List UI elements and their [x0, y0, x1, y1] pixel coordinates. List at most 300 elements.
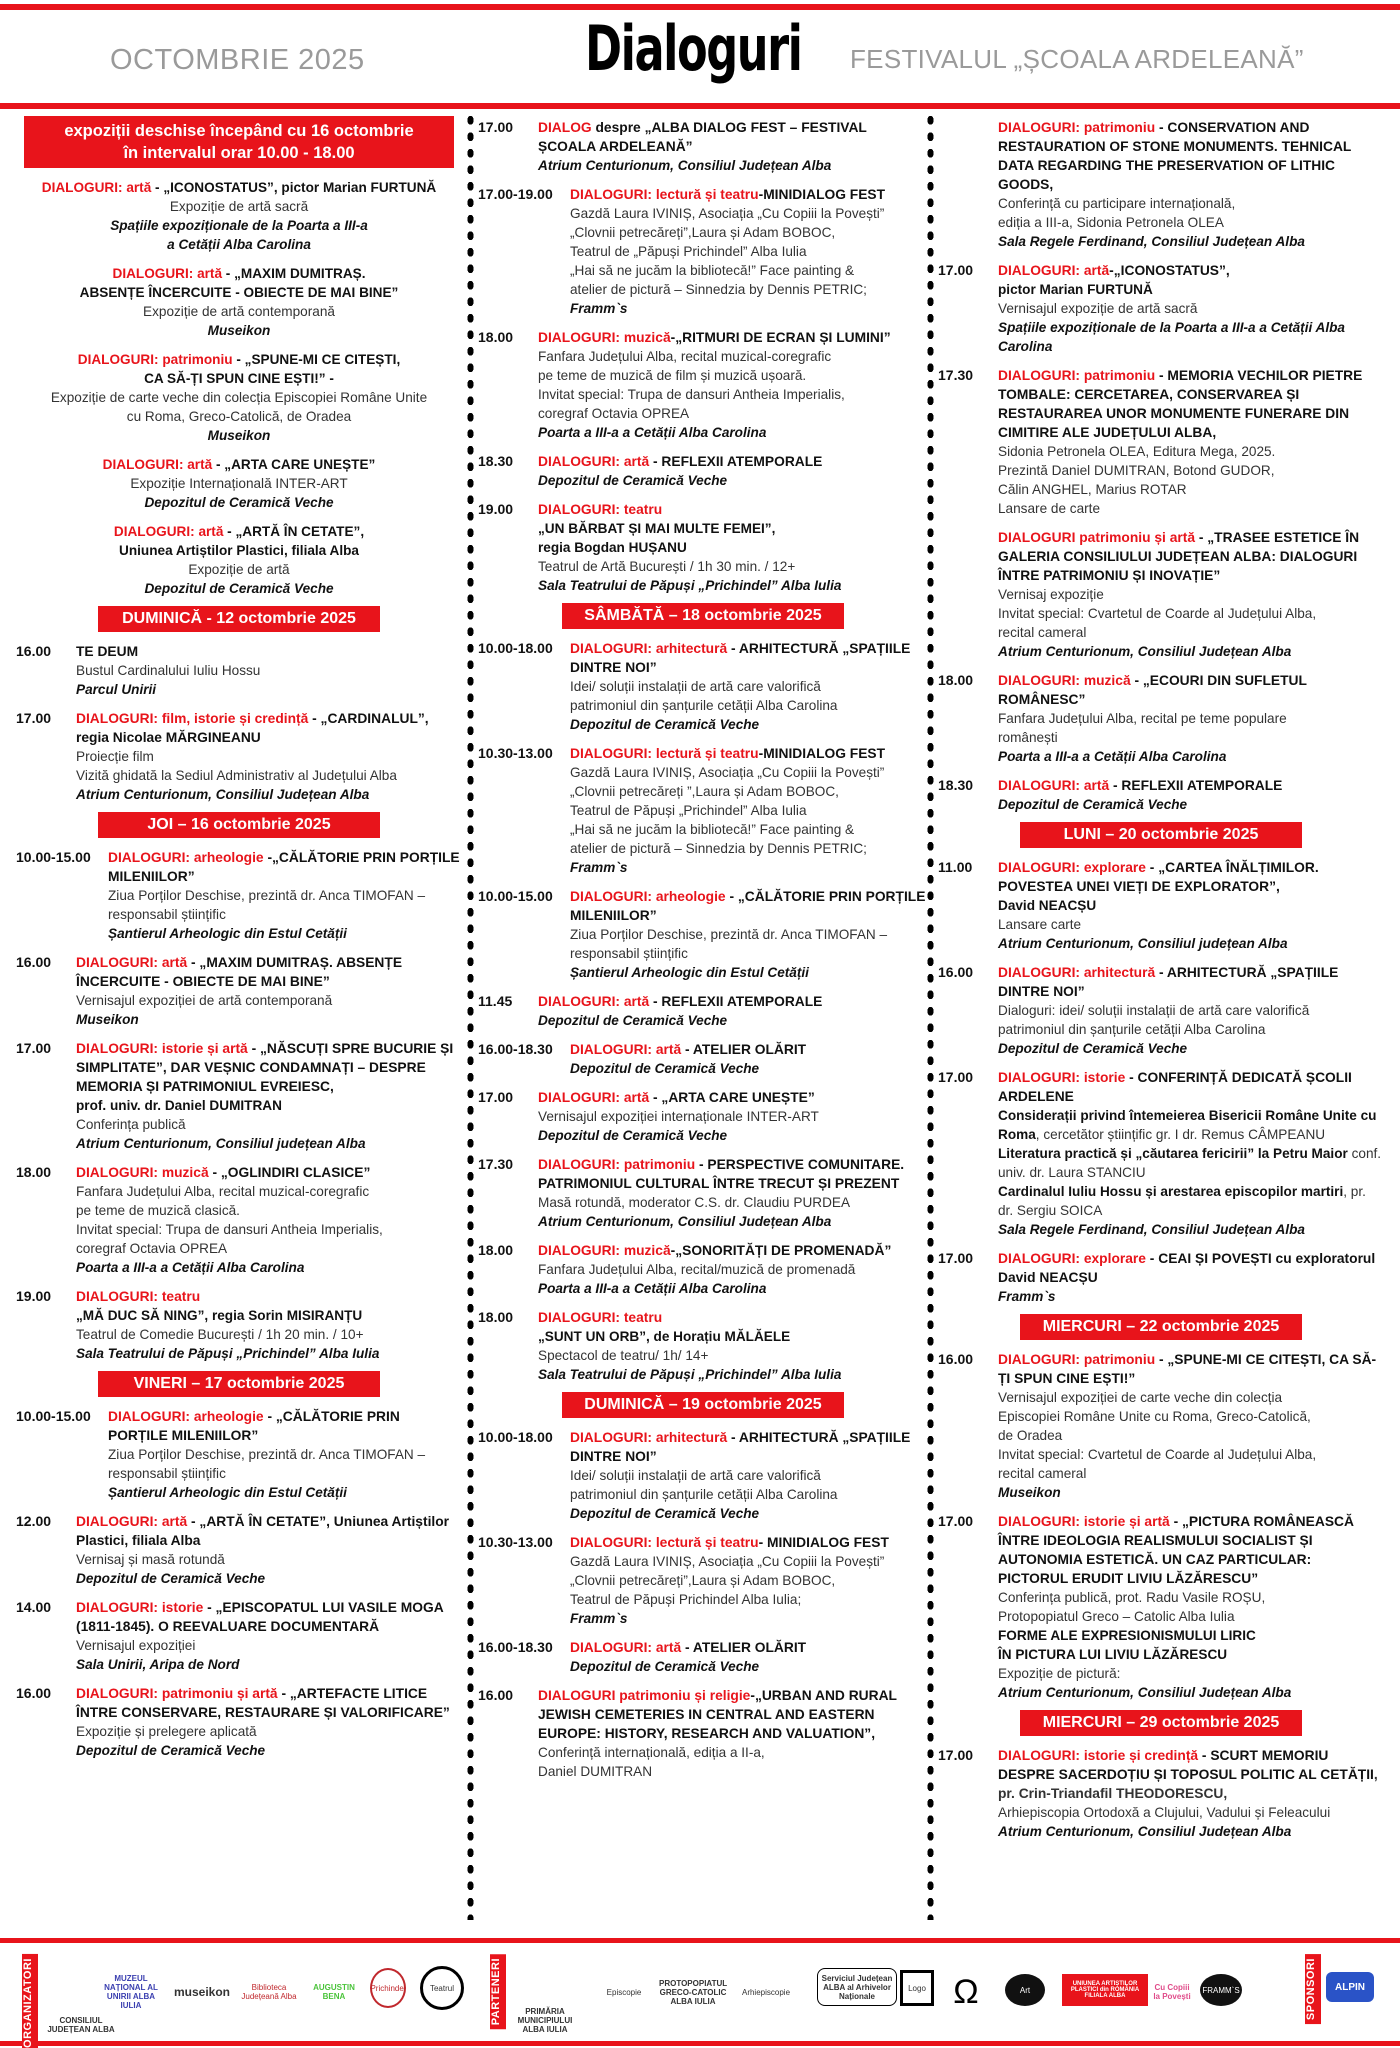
event-venue: Sala Regele Ferdinand, Consiliul Județean Alba — [998, 234, 1305, 249]
event-category: DIALOGURI: artă — [76, 955, 188, 970]
event-category: DIALOGURI: muzică — [998, 673, 1131, 688]
event-detail: Arhiepiscopia Ortodoxă a Clujului, Vadului și Feleacului — [998, 1805, 1331, 1820]
event-detail: Vernisaj expoziție — [998, 587, 1104, 602]
event-detail: Sidonia Petronela OLEA, Editura Mega, 2025. — [998, 444, 1276, 459]
event-category: DIALOGURI: teatru — [538, 1310, 663, 1325]
event-venue: Parcul Unirii — [76, 682, 157, 697]
event-detail: coregraf Octavia OPREA — [76, 1241, 228, 1256]
event-body — [998, 1746, 1384, 1841]
event-detail: recital cameral — [998, 1466, 1087, 1481]
event-time: 18.00 — [478, 1309, 514, 1325]
event-body — [998, 366, 1384, 518]
header-red-rule — [0, 103, 1400, 109]
event-category: DIALOGURI: istorie și artă — [998, 1514, 1170, 1529]
event-venue: Poarta a III-a a Cetății Alba Carolina — [538, 425, 767, 440]
event-category: DIALOGURI patrimoniu și artă — [998, 530, 1196, 545]
event-time: 10.00-15.00 — [16, 849, 91, 865]
event-title: - „ARTĂ ÎN CETATE”, Uniunea Artiștilor Plastici, filiala Alba — [76, 1514, 450, 1548]
event-title: - CONFERINȚĂ DEDICATĂ ȘCOLII ARDELENE — [998, 1070, 1352, 1104]
exhibition-item — [16, 264, 462, 340]
talk-speaker: , pr. dr. Sergiu SOICA — [998, 1184, 1366, 1218]
event-category: DIALOGURI: lectură și teatru — [570, 187, 759, 202]
event-detail: Bustul Cardinalului Iuliu Hossu — [76, 663, 261, 678]
event-venue: Framm`s — [570, 301, 628, 316]
event-heading — [76, 1684, 462, 1722]
event-detail: Vernisajul expoziției de artă contemporană — [76, 993, 333, 1008]
event-detail: Invitat special: Cvartetul de Coarde al Județului Alba, — [998, 606, 1317, 621]
event-body — [108, 1407, 462, 1502]
event-detail: Invitat special: Trupa de dansuri Antheia Imperialis, — [76, 1222, 383, 1237]
event-detail: Fanfara Județului Alba, recital/muzică de promenadă — [538, 1262, 856, 1277]
event-detail: Expoziție și prelegere aplicată — [76, 1724, 257, 1739]
event-heading — [998, 858, 1384, 896]
event-title: despre „ALBA DIALOG FEST – FESTIVAL ȘCOALA ARDELEANĂ” — [538, 120, 867, 154]
event-time: 17.00 — [938, 262, 974, 278]
event-body — [570, 639, 928, 734]
event-detail: responsabil științific — [108, 907, 226, 922]
event-body — [538, 452, 928, 490]
event-category: DIALOGURI: artă — [570, 1042, 682, 1057]
event-heading — [538, 1155, 928, 1193]
day-banner: VINERI – 17 octombrie 2025 — [98, 1371, 380, 1397]
footer-top-rule — [0, 1938, 1400, 1943]
banner-line: expoziții deschise începând cu 16 octombrie — [64, 122, 414, 140]
partner-logo: FRAMM`S — [1200, 1974, 1242, 2006]
event-category: DIALOGURI: istorie și credință — [998, 1748, 1199, 1763]
partner-logo: Arhiepiscopie — [741, 1987, 791, 1997]
event-heading — [538, 452, 928, 471]
event-title: - ATELIER OLĂRIT — [681, 1042, 807, 1057]
event-time: 16.00 — [16, 954, 52, 970]
event-category: DIALOGURI: muzică — [538, 1243, 671, 1258]
event-category: DIALOGURI: istorie — [998, 1070, 1126, 1085]
event-time: 16.00-18.30 — [478, 1041, 553, 1057]
event-time: 19.00 — [16, 1288, 52, 1304]
event-detail: Vernisajul expoziție de artă sacră — [998, 301, 1198, 316]
event-detail: atelier de pictură – Sinnedzia by Dennis PETRIC; — [570, 841, 867, 856]
event-detail: Protopopiatul Greco – Catolic Alba Iulia — [998, 1609, 1235, 1624]
event-detail: atelier de pictură – Sinnedzia by Dennis PETRIC; — [570, 282, 867, 297]
footer-bottom-rule — [0, 2041, 1400, 2046]
event-title: - „MAXIM DUMITRAȘ. — [222, 266, 366, 281]
talk-speaker: conf. univ. dr. Laura STANCIU — [998, 1146, 1382, 1180]
event-category: DIALOGURI: artă — [113, 524, 224, 539]
event-venue: Spațiile expoziționale de la Poarta a III-a — [110, 218, 368, 233]
event-title: - PERSPECTIVE COMUNITARE. PATRIMONIUL CULTURAL ÎNTRE TRECUT ȘI PREZENT — [538, 1157, 905, 1191]
event-title: „SUNT UN ORB”, de Horațiu MĂLĂELE — [538, 1329, 791, 1344]
event-body — [998, 118, 1384, 251]
event-time — [938, 118, 998, 251]
event-title: -„URBAN AND RURAL JEWISH CEMETERIES IN CENTRAL AND EASTERN EUROPE: HISTORY, RESEARCH AND VALUATION”, — [538, 1688, 897, 1741]
event-title: - „ARTEFACTE LITICE ÎNTRE CONSERVARE, RESTAURARE ȘI VALORIFICARE” — [76, 1686, 450, 1720]
event-detail: Idei/ soluții instalații de artă care valorifică — [570, 679, 821, 694]
exhibition-heading — [16, 350, 462, 369]
event-body — [998, 1512, 1384, 1702]
event-detail: „Clovnii petrecăreți”,Laura și Adam BOBOC, — [570, 1573, 836, 1588]
event-item — [478, 887, 928, 982]
event-time: 10.00-18.00 — [478, 1429, 553, 1445]
event-heading — [76, 709, 462, 747]
event-detail: recital cameral — [998, 625, 1087, 640]
event-body — [998, 671, 1384, 766]
event-item — [478, 1428, 928, 1523]
page-header — [0, 0, 1400, 108]
event-detail: Conferință internațională, ediția a II-a, — [538, 1745, 765, 1760]
exhibition-heading — [16, 264, 462, 283]
event-item — [16, 1598, 462, 1674]
event-heading — [570, 1040, 928, 1059]
event-detail: Invitat special: Cvartetul de Coarde al Județului Alba, — [998, 1447, 1317, 1462]
event-time: 10.00-18.00 — [478, 640, 553, 656]
partner-logo: Cu Copiii la Povești — [1153, 1983, 1191, 2001]
event-time: 17.00 — [478, 119, 514, 135]
event-venue: Spațiile expoziționale de la Poarta a III-a a Cetății Alba Carolina — [998, 320, 1345, 354]
partner-logo: Episcopie — [606, 1987, 642, 1997]
event-detail: patrimoniul din șanțurile cetății Alba Carolina — [998, 1022, 1266, 1037]
event-venue: Atrium Centurionum, Consiliul Județean Alba — [998, 1685, 1292, 1700]
event-category: DIALOGURI: artă — [41, 180, 152, 195]
event-item — [16, 953, 462, 1029]
event-detail: Expoziție de carte veche din colecția Episcopiei Române Unite — [50, 390, 428, 405]
event-body — [76, 1039, 462, 1153]
event-venue: Depozitul de Ceramică Veche — [570, 717, 760, 732]
event-time: 18.00 — [16, 1164, 52, 1180]
event-detail: Vernisajul expoziției internaționale INTER-ART — [538, 1109, 819, 1124]
event-title: „MĂ DUC SĂ NING”, regia Sorin MISIRANȚU — [76, 1308, 363, 1323]
event-venue: Atrium Centurionum, Consiliul județean Alba — [76, 1136, 366, 1151]
event-body — [76, 1163, 462, 1277]
event-time: 16.00-18.30 — [478, 1639, 553, 1655]
event-body — [538, 1155, 928, 1231]
event-title: - CONSERVATION AND RESTAURATION OF STONE MONUMENTS. TEHNICAL DATA REGARDING THE PRESERVATION OF LITHIC GOODS, — [998, 120, 1352, 192]
event-detail: Teatrul de Păpuși Prichindel Alba Iulia; — [570, 1592, 802, 1607]
event-body — [998, 858, 1384, 953]
event-detail: Proiecție film — [76, 749, 154, 764]
organizer-logo: AUGUSTIN BENA — [313, 1983, 355, 2001]
event-body — [538, 1088, 928, 1145]
event-heading — [108, 848, 462, 886]
event-artist: pictor Marian FURTUNĂ — [281, 180, 437, 195]
event-body — [76, 1512, 462, 1588]
day-banner: DUMINICĂ – 19 octombrie 2025 — [562, 1392, 844, 1418]
event-item — [478, 1638, 928, 1676]
event-heading — [570, 1533, 928, 1552]
event-detail: patrimoniul din șanțurile cetății Alba Carolina — [570, 698, 838, 713]
event-title: - SCURT MEMORIU DESPRE SACERDOȚIU ȘI TOPOSUL POLITIC AL CETĂȚII — [998, 1748, 1374, 1782]
event-time: 17.00 — [938, 1250, 974, 1266]
event-heading — [570, 185, 928, 204]
event-category: DIALOGURI: artă — [102, 457, 213, 472]
exhibition-item — [16, 350, 462, 445]
partner-logo: UNIUNEA ARTIȘTILOR PLASTICI din ROMÂNIA FILIALA ALBA — [1062, 1974, 1148, 2006]
event-time: 17.30 — [938, 367, 974, 383]
event-item — [478, 1686, 928, 1781]
talk-speaker: , cercetător științific gr. I dr. Remus CÂMPEANU — [1035, 1127, 1326, 1142]
event-time: 17.00 — [938, 1513, 974, 1529]
event-detail: Teatrul de Comedie București / 1h 20 min. / 10+ — [76, 1327, 364, 1342]
event-venue: Sala Teatrului de Păpuși „Prichindel” Alba Iulia — [538, 1367, 842, 1382]
exhibition-heading — [16, 455, 462, 474]
event-time: 18.30 — [478, 453, 514, 469]
event-time: 10.30-13.00 — [478, 745, 553, 761]
event-title: TE DEUM — [76, 644, 139, 659]
event-subtitle: ÎN PICTURA LUI LIVIU LĂZĂRESCU — [998, 1647, 1228, 1662]
event-time: 11.00 — [938, 859, 973, 875]
event-heading — [570, 1428, 928, 1466]
event-item — [478, 992, 928, 1030]
partner-logo: Logo — [900, 1970, 934, 2006]
event-heading — [998, 1350, 1384, 1388]
event-title: - „CARTEA ÎNĂLȚIMILOR. POVESTEA UNEI VIEȚI DE EXPLORATOR”, — [998, 860, 1319, 894]
exhibitions-banner — [24, 116, 454, 168]
event-body — [998, 1350, 1384, 1502]
event-time: 16.00 — [478, 1687, 514, 1703]
event-category: DIALOGURI: patrimoniu — [77, 352, 233, 367]
event-category: DIALOGURI: arhitectură — [570, 641, 728, 656]
event-title: - „NĂSCUȚI SPRE BUCURIE ȘI SIMPLITATE”, DAR VEȘNIC CONDAMNAȚI – DESPRE MEMORIA ȘI PATRIMONIUL EVREIESC, — [76, 1041, 454, 1094]
event-category: DIALOGURI: istorie — [76, 1600, 204, 1615]
event-body — [538, 992, 928, 1030]
event-item — [938, 1350, 1384, 1502]
event-venue: Șantierul Arheologic din Estul Cetății — [108, 926, 347, 941]
event-heading — [570, 744, 928, 763]
event-venue: Sala Teatrului de Păpuși „Prichindel” Alba Iulia — [76, 1346, 380, 1361]
event-title: - „MAXIM DUMITRAȘ. ABSENȚE ÎNCERCUITE - OBIECTE DE MAI BINE” — [76, 955, 403, 989]
event-title: - REFLEXII ATEMPORALE — [649, 994, 823, 1009]
event-title: -MINIDIALOG FEST — [758, 746, 886, 761]
event-detail: Dialoguri: idei/ soluții instalații de artă care valorifică — [998, 1003, 1310, 1018]
event-detail: Fanfara Județului Alba, recital muzical-coregrafic — [76, 1184, 370, 1199]
event-venue: Depozitul de Ceramică Veche — [538, 1013, 728, 1028]
event-category: DIALOGURI: arhitectură — [998, 965, 1156, 980]
event-title: - ARHITECTURĂ „SPAȚIILE DINTRE NOI” — [570, 1430, 911, 1464]
event-title: - „SPUNE-MI CE CITEȘTI, — [232, 352, 401, 367]
organizer-logo: museikon — [173, 1985, 230, 1999]
event-venue: Atrium Centurionum, Consiliul Județean Alba — [998, 1824, 1292, 1839]
event-item — [16, 1684, 462, 1760]
event-body — [998, 963, 1384, 1058]
event-presenter: regia Bogdan HUȘANU — [538, 540, 687, 555]
event-title-cont: ABSENȚE ÎNCERCUITE - OBIECTE DE MAI BINE” — [79, 285, 399, 300]
event-heading — [998, 1068, 1384, 1106]
event-category: DIALOGURI: arheologie — [108, 1409, 264, 1424]
event-title: - REFLEXII ATEMPORALE — [1109, 778, 1283, 793]
event-title: -„RITMURI DE ECRAN ȘI LUMINI” — [670, 330, 891, 345]
exhibition-item — [16, 522, 462, 598]
event-detail: Expoziție de artă sacră — [169, 199, 309, 214]
event-detail: „Clovnii petrecăreți ”,Laura și Adam BOBOC, — [570, 784, 839, 799]
event-time: 17.00 — [938, 1747, 974, 1763]
day-banner: MIERCURI – 29 octombrie 2025 — [1020, 1710, 1302, 1736]
event-detail: Conferința publică — [76, 1117, 186, 1132]
event-talk — [998, 1182, 1384, 1220]
organizer-logo: MUZEUL NAȚIONAL AL UNIRII ALBA IULIA — [104, 1974, 158, 2010]
event-time: 17.30 — [478, 1156, 514, 1172]
event-venue: Depozitul de Ceramică Veche — [570, 1659, 760, 1674]
event-time: 14.00 — [16, 1599, 52, 1615]
event-body — [76, 709, 462, 804]
event-venue: Poarta a III-a a Cetății Alba Carolina — [76, 1260, 305, 1275]
event-detail: Prezintă Daniel DUMITRAN, Botond GUDOR, — [998, 463, 1275, 478]
event-item — [938, 528, 1384, 661]
event-time: 16.00 — [16, 1685, 52, 1701]
event-venue: Atrium Centurionum, Consiliul Județean Alba — [538, 158, 832, 173]
event-heading — [538, 992, 928, 1011]
event-time — [938, 528, 998, 661]
event-detail: Vernisajul expoziției de carte veche din colecția — [998, 1390, 1283, 1405]
event-body — [570, 1638, 928, 1676]
event-detail: Expoziție de artă contemporană — [143, 304, 335, 319]
event-title: - „OGLINDIRI CLASICE” — [208, 1165, 371, 1180]
event-detail: Conferința publică, prot. Radu Vasile ROȘU, — [998, 1590, 1266, 1605]
event-detail: Ziua Porților Deschise, prezintă dr. Anca TIMOFAN – — [108, 1447, 426, 1462]
event-time: 18.00 — [478, 1242, 514, 1258]
event-item — [478, 1155, 928, 1231]
event-body — [108, 848, 462, 943]
column-3 — [938, 116, 1384, 1841]
event-detail: Spectacol de teatru/ 1h/ 14+ — [538, 1348, 709, 1363]
event-title: - „CARDINALUL”, regia Nicolae MĂRGINEANU — [76, 711, 429, 745]
event-venue: Atrium Centurionum, Consiliul județean Alba — [998, 936, 1288, 951]
event-body — [998, 1068, 1384, 1239]
event-item — [16, 1287, 462, 1363]
column-divider-2 — [927, 112, 934, 1920]
partner-logo: Serviciul Județean ALBA al Arhivelor Naționale — [817, 1968, 897, 2006]
event-detail: Ziua Porților Deschise, prezintă dr. Anca TIMOFAN – — [570, 927, 888, 942]
event-venue: Șantierul Arheologic din Estul Cetății — [570, 965, 809, 980]
event-time: 16.00 — [938, 1351, 974, 1367]
event-heading — [538, 1686, 928, 1743]
event-detail: Invitat special: Trupa de dansuri Antheia Imperialis, — [538, 387, 845, 402]
event-item — [16, 1039, 462, 1153]
event-detail: coregraf Octavia OPREA — [538, 406, 690, 421]
event-venue: Depozitul de Ceramică Veche — [76, 1571, 266, 1586]
event-item — [478, 1241, 928, 1298]
event-detail: cu Roma, Greco-Catolică, de Oradea — [126, 409, 352, 424]
event-item — [478, 1088, 928, 1145]
event-item — [938, 776, 1384, 814]
event-heading — [538, 500, 928, 519]
event-category: DIALOGURI: arhitectură — [570, 1430, 728, 1445]
event-title: -MINIDIALOG FEST — [758, 187, 886, 202]
event-item — [478, 639, 928, 734]
event-talk — [998, 1144, 1384, 1182]
event-item — [938, 1746, 1384, 1841]
event-presenter: pictor Marian FURTUNĂ — [998, 282, 1153, 297]
event-time: 10.30-13.00 — [478, 1534, 553, 1550]
event-item — [938, 261, 1384, 356]
exhibition-item — [16, 455, 462, 512]
event-venue: Framm`s — [570, 860, 628, 875]
event-item — [938, 1068, 1384, 1239]
event-item — [938, 671, 1384, 766]
partners-label: PARTENERI — [490, 1954, 506, 2029]
event-time: 18.00 — [938, 672, 974, 688]
event-item — [16, 709, 462, 804]
event-heading — [76, 1163, 462, 1182]
event-body — [76, 953, 462, 1029]
event-venue: Depozitul de Ceramică Veche — [570, 1061, 760, 1076]
event-title: - „ECOURI DIN SUFLETUL ROMÂNESC” — [998, 673, 1307, 707]
exhibition-heading — [16, 178, 462, 197]
event-body — [538, 500, 928, 595]
event-detail: Expoziție de artă — [188, 562, 290, 577]
event-time: 17.00 — [16, 710, 52, 726]
event-detail: Idei/ soluții instalații de artă care valorifică — [570, 1468, 821, 1483]
event-body — [76, 642, 462, 699]
event-body — [538, 1308, 928, 1384]
event-title: „UN BĂRBAT ȘI MAI MULTE FEMEI”, — [538, 521, 776, 536]
event-venue: Sala Unirii, Aripa de Nord — [76, 1657, 240, 1672]
organizer-logo: Prichindel — [370, 1968, 406, 2008]
event-detail: Gazdă Laura IVINIȘ, Asociația „Cu Copiii la Povești” — [570, 206, 885, 221]
event-time: 16.00 — [16, 643, 52, 659]
event-time: 16.00 — [938, 964, 974, 980]
event-time: 17.00 — [16, 1040, 52, 1056]
event-title: - CEAI ȘI POVEȘTI cu exploratorul David NEACȘU — [998, 1251, 1376, 1285]
organizer-logo: Teatrul — [420, 1966, 464, 2010]
event-heading — [76, 642, 462, 661]
event-detail: Fanfara Județului Alba, recital pe teme populare — [998, 711, 1287, 726]
event-detail: Ziua Porților Deschise, prezintă dr. Anca TIMOFAN – — [108, 888, 426, 903]
event-body — [570, 185, 928, 318]
event-detail: Călin ANGHEL, Marius ROTAR — [998, 482, 1187, 497]
event-title: - „CĂLĂTORIE PRIN PORȚILE MILENIILOR” — [108, 1409, 400, 1443]
event-item — [16, 1512, 462, 1588]
event-detail: românești — [998, 730, 1058, 745]
talk-title: Literatura practică și „căutarea fericirii” la Petru Maior — [998, 1146, 1348, 1161]
event-item — [16, 848, 462, 943]
event-detail: de Oradea — [998, 1428, 1063, 1443]
event-body — [570, 1040, 928, 1078]
event-item — [478, 1308, 928, 1384]
header-title: Dialoguri — [585, 12, 802, 85]
event-title: - „ARTA CARE UNEȘTE” — [649, 1090, 815, 1105]
event-category: DIALOGURI: explorare — [998, 1251, 1146, 1266]
column-divider-1 — [467, 112, 474, 1920]
event-category: DIALOGURI: artă — [998, 263, 1110, 278]
event-category: DIALOGURI: lectură și teatru — [570, 1535, 759, 1550]
event-detail: Gazdă Laura IVINIȘ, Asociația „Cu Copiii la Povești” — [570, 765, 885, 780]
event-heading — [998, 1746, 1384, 1803]
event-heading — [76, 1039, 462, 1096]
event-venue: Șantierul Arheologic din Estul Cetății — [108, 1485, 347, 1500]
event-category: DIALOGURI: lectură și teatru — [570, 746, 759, 761]
event-body — [998, 1249, 1384, 1306]
event-category: DIALOGURI: patrimoniu — [998, 120, 1156, 135]
event-venue: Museikon — [207, 428, 271, 443]
event-venue: Depozitul de Ceramică Veche — [76, 1743, 266, 1758]
event-body — [570, 887, 928, 982]
event-category: DIALOGURI: arheologie — [570, 889, 726, 904]
event-category: DIALOGURI: teatru — [538, 502, 663, 517]
event-category: DIALOGURI: film, istorie și credință — [76, 711, 309, 726]
event-body — [538, 328, 928, 442]
event-venue: Atrium Centurionum, Consiliul Județean Alba — [538, 1214, 832, 1229]
event-detail: Lansare carte — [998, 917, 1082, 932]
event-venue: Atrium Centurionum, Consiliul Județean Alba — [998, 644, 1292, 659]
day-banner: JOI – 16 octombrie 2025 — [98, 812, 380, 838]
event-title: - REFLEXII ATEMPORALE — [649, 454, 823, 469]
event-title: - „PICTURA ROMÂNEASCĂ ÎNTRE IDEOLOGIA REALISMULUI SOCIALIST ȘI AUTONOMIA ESTETICĂ. UN CAZ PARTICULAR: PICTORUL ERUDIT LIVIU LĂZĂRESCU” — [998, 1514, 1354, 1586]
event-item — [16, 642, 462, 699]
event-heading — [570, 887, 928, 925]
event-category: DIALOGURI: istorie și artă — [76, 1041, 248, 1056]
event-venue: Depozitul de Ceramică Veche — [538, 473, 728, 488]
event-heading — [998, 963, 1384, 1001]
event-detail: Fanfara Județului Alba, recital muzical-coregrafic — [538, 349, 832, 364]
sponsor-logo: ALPIN — [1326, 1972, 1374, 2002]
